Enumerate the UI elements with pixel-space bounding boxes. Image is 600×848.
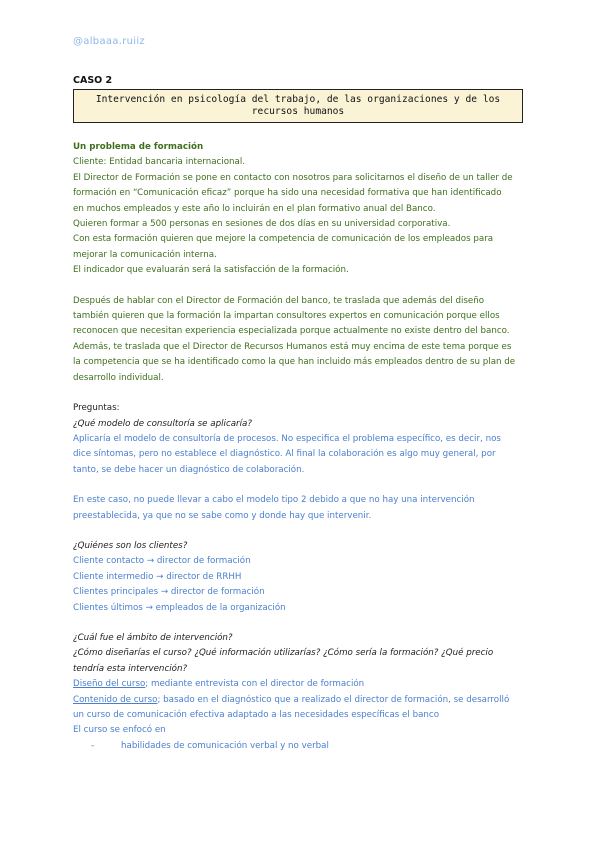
answer-line: dice síntomas, pero no establece el diagnóstico. Al final la colaboración es algo muy general, por [73, 449, 496, 460]
question-2: ¿Quiénes son los clientes? [73, 540, 188, 551]
content-label: Contenido de curso [73, 694, 158, 705]
questions-label: Preguntas: [73, 403, 120, 414]
client-item: Clientes principales → director de formación [73, 587, 265, 598]
focus-line: El curso se enfocó en [73, 725, 166, 736]
problem-line: reconocen que necesitan experiencia especializada porque actualmente no existe dentro del banco. [73, 326, 510, 337]
problem-line: Quieren formar a 500 personas en sesiones de dos días en su universidad corporativa. [73, 219, 451, 230]
question-4-cont: tendría esta intervención? [73, 663, 188, 674]
problem-line: Después de hablar con el Director de Formación del banco, te traslada que además del diseño [73, 295, 485, 306]
author-handle: @albaaa.ruiiz [73, 36, 145, 47]
problem-line: El Director de Formación se pone en contacto con nosotros para solicitarnos el diseño de un taller de [73, 172, 513, 183]
problem-line: Además, te traslada que el Director de Recursos Humanos está muy encima de este tema porque es [73, 341, 512, 352]
question-1: ¿Qué modelo de consultoría se aplicaría? [73, 418, 252, 429]
answer-line: tanto, se debe hacer un diagnóstico de colaboración. [73, 464, 305, 475]
case-label: CASO 2 [73, 75, 113, 86]
design-text: ; mediante entrevista con el director de formación [145, 679, 365, 690]
case-title-box [73, 89, 523, 123]
answer-line: Aplicaría el modelo de consultoría de procesos. No especifica el problema específico, es decir, nos [73, 433, 501, 444]
problem-line: mejorar la comunicación interna. [73, 249, 217, 260]
bullet-item [73, 739, 533, 754]
problem-line: desarrollo individual. [73, 372, 164, 383]
bullet-dash: - [91, 740, 95, 751]
problem-line: en muchos empleados y este año lo incluirán en el plan formativo anual del Banco. [73, 203, 436, 214]
problem-line: la competencia que se ha identificado como la que han incluido más empleados dentro de su plan de [73, 357, 516, 368]
design-label: Diseño del curso [73, 679, 146, 690]
client-item: Clientes últimos → empleados de la organización [73, 602, 286, 613]
content-line-cont: un curso de comunicación efectiva adaptado a las necesidades específicas el banco [73, 710, 440, 720]
problem-line: Con esta formación quieren que mejore la competencia de comunicación de los empleados para [73, 234, 494, 245]
answer-line: En este caso, no puede llevar a cabo el modelo tipo 2 debido a que no hay una intervención [73, 495, 475, 506]
question-4: ¿Cómo diseñarías el curso? ¿Qué información utilizarías? ¿Cómo sería la formación? ¿Qué precio [73, 648, 494, 659]
bullet-text: habilidades de comunicación verbal y no verbal [121, 740, 329, 751]
problem-line: formación en “Comunicación eficaz” porque ha sido una necesidad formativa que han identificado [73, 188, 502, 199]
content-text: ; basado en el diagnóstico que a realizado el director de formación, se desarrolló [157, 694, 510, 705]
problem-line: Cliente: Entidad bancaria internacional. [73, 157, 246, 168]
client-item: Cliente contacto → director de formación [73, 556, 251, 567]
document-body [73, 140, 533, 754]
problem-line: también quieren que la formación la impartan consultores expertos en comunicación porque ellos [73, 311, 500, 322]
content-line [73, 693, 533, 708]
case-title: Intervención en psicología del trabajo, de las organizaciones y de los recursos humanos [95, 94, 501, 117]
design-line [73, 677, 533, 692]
problem-line: El indicador que evaluarán será la satisfacción de la formación. [73, 265, 349, 276]
answer-line: preestablecida, ya que no se sabe como y donde hay que intervenir. [73, 510, 372, 521]
client-item: Cliente intermedio → director de RRHH [73, 571, 242, 582]
problem-heading: Un problema de formación [73, 142, 204, 152]
question-3: ¿Cuál fue el ámbito de intervención? [73, 632, 233, 643]
